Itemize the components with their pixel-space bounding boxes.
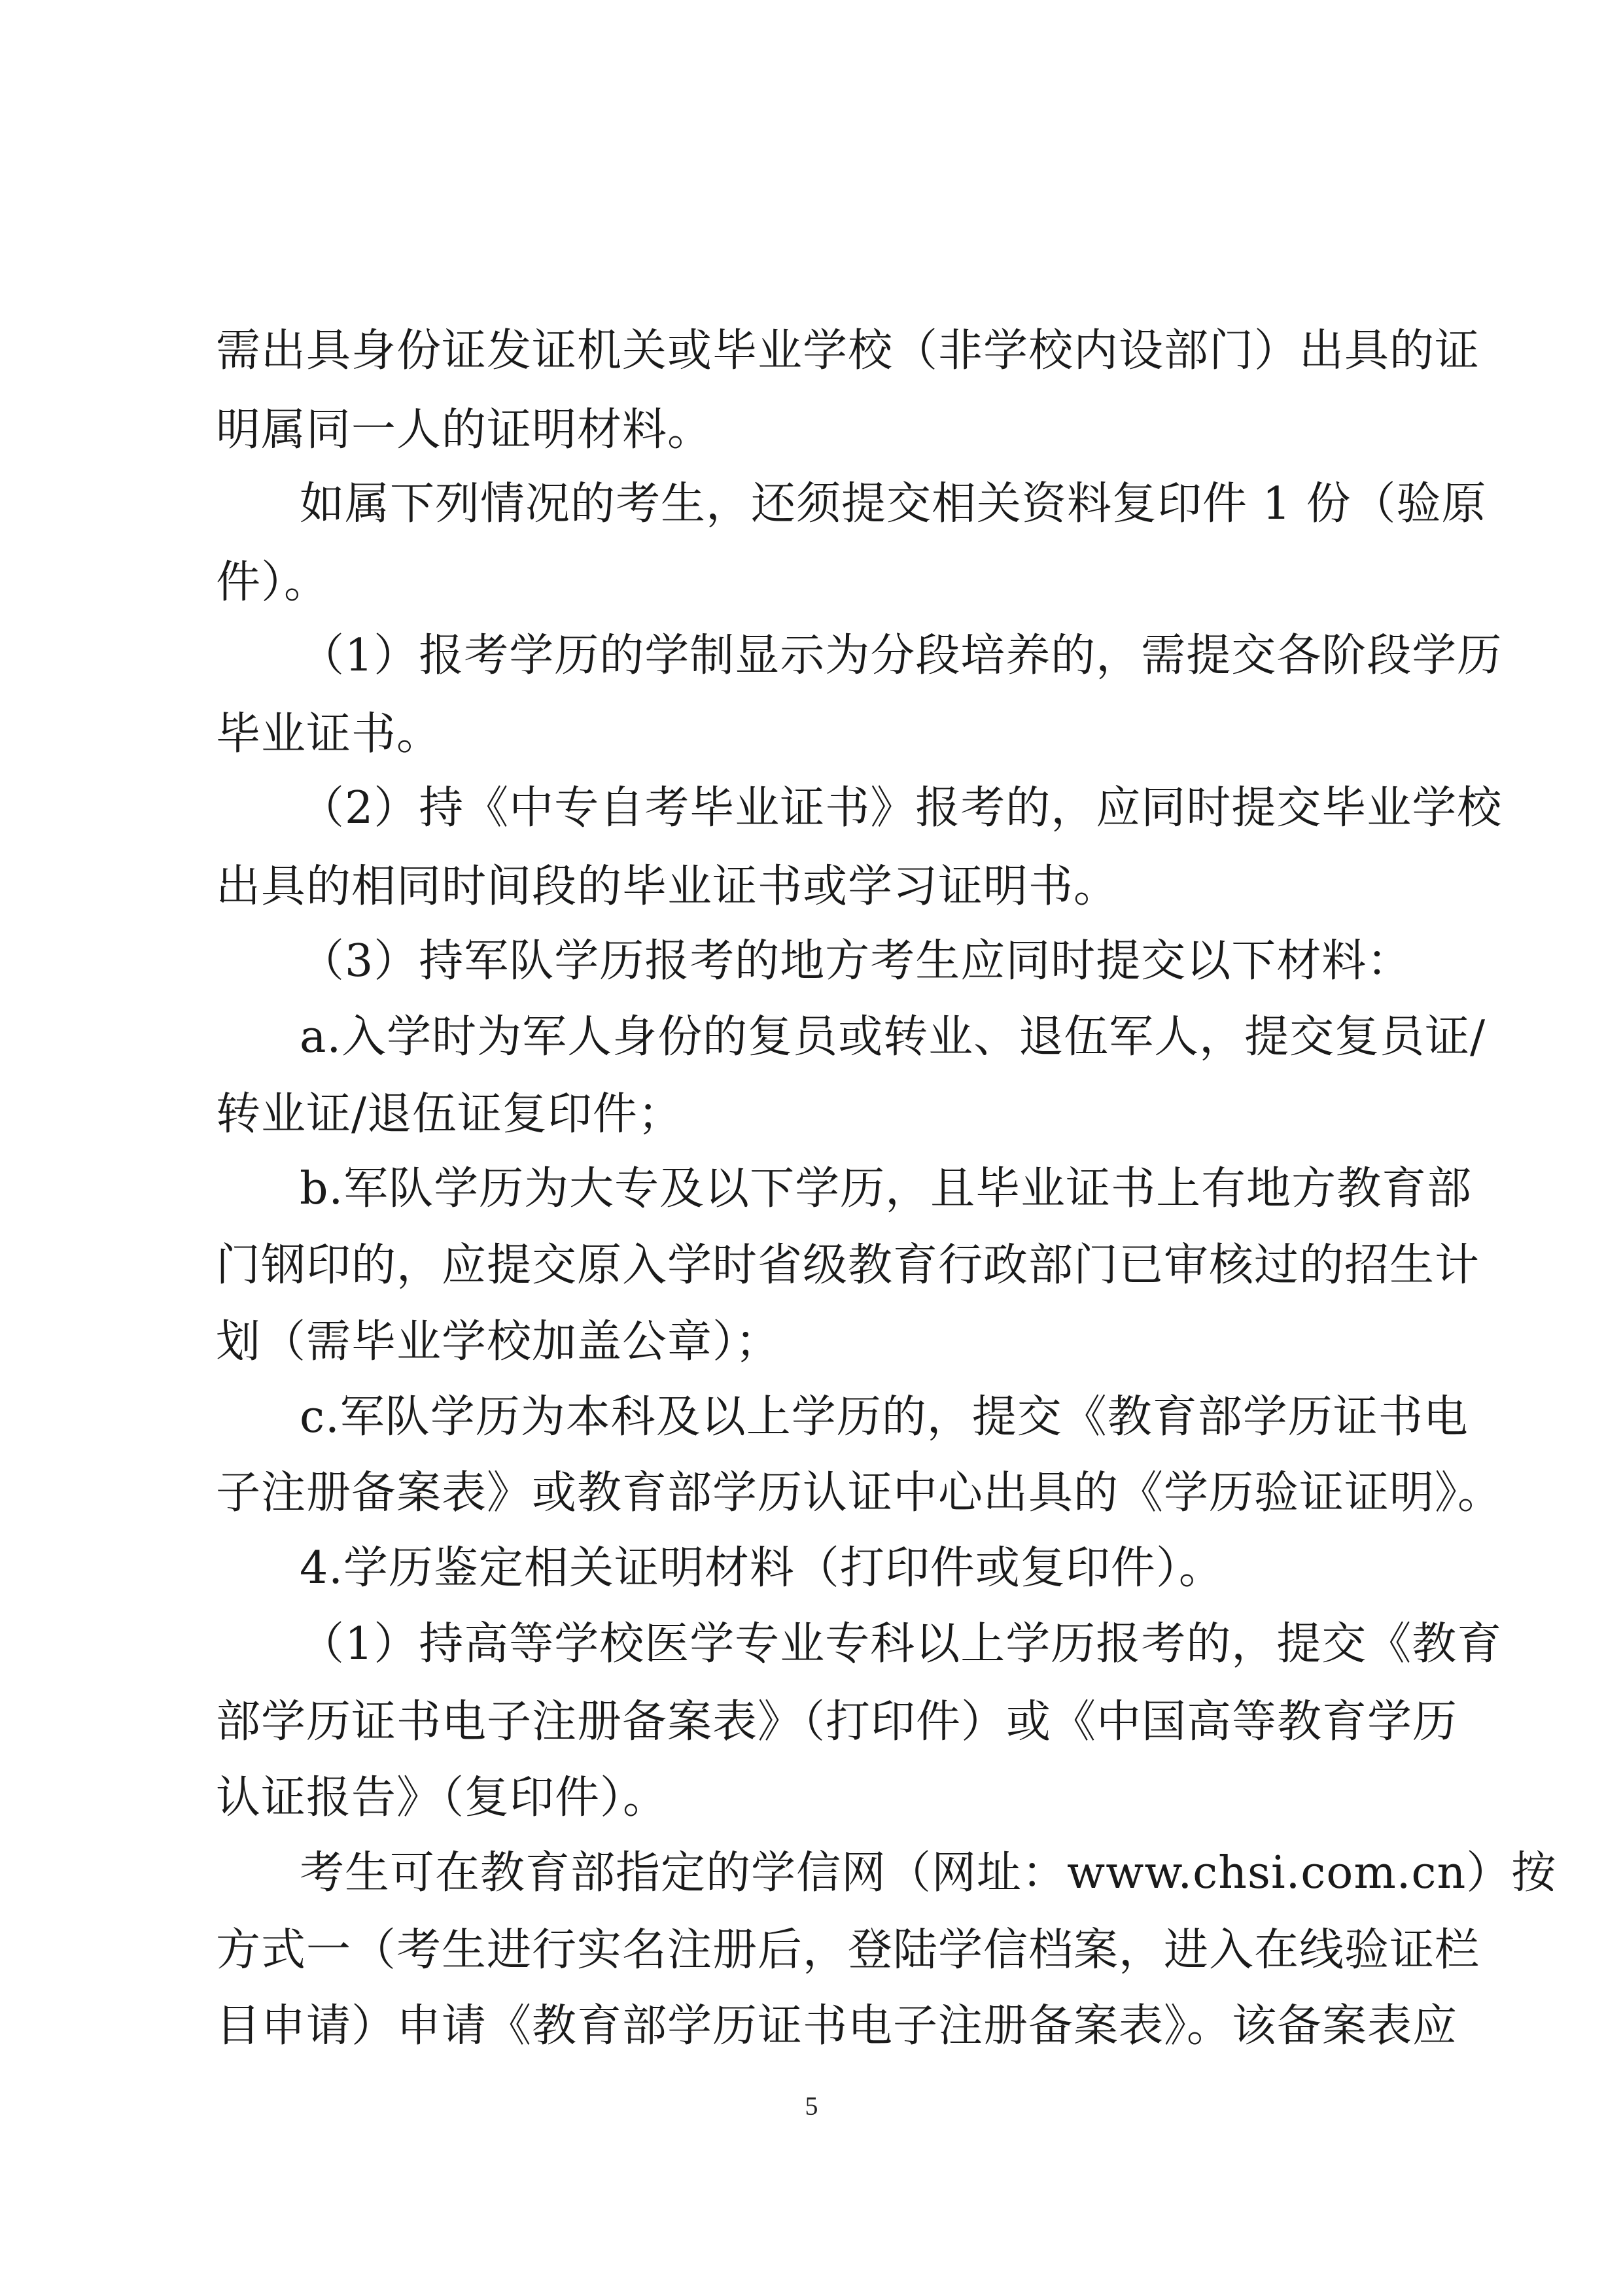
text-line: 转业证/退伍证复印件； (216, 1088, 683, 1140)
text-line: 划（需毕业学校加盖公章）； (216, 1316, 781, 1368)
text-line: 子注册备案表》或教育部学历认证中心出具的《学历验证证明》。 (216, 1467, 1503, 1519)
text-line: 目申请）申请《教育部学历证书电子注册备案表》。该备案表应 (216, 2000, 1458, 2052)
page-number: 5 (805, 2091, 818, 2121)
text-line: b.军队学历为大专及以下学历，且毕业证书上有地方教育部 (300, 1163, 1473, 1215)
text-line: c.军队学历为本科及以上学历的，提交《教育部学历证书电 (300, 1391, 1469, 1443)
text-line: 明属同一人的证明材料。 (216, 404, 713, 456)
text-line: （3）持军队学历报考的地方考生应同时提交以下材料： (300, 935, 1412, 987)
text-line: （2）持《中专自考毕业证书》报考的，应同时提交毕业学校 (300, 782, 1503, 834)
text-line: 4.学历鉴定相关证明材料（打印件或复印件）。 (300, 1542, 1224, 1594)
text-line: 需出具身份证发证机关或毕业学校（非学校内设部门）出具的证 (216, 325, 1480, 377)
text-line: （1）报考学历的学制显示为分段培养的，需提交各阶段学历 (300, 630, 1503, 682)
text-line: 件）。 (216, 557, 330, 608)
text-line: 部学历证书电子注册备案表》（打印件）或《中国高等教育学历 (216, 1696, 1458, 1748)
text-line: 门钢印的，应提交原入学时省级教育行政部门已审核过的招生计 (216, 1240, 1480, 1291)
text-line: 毕业证书。 (216, 708, 442, 760)
text-line: 如属下列情况的考生，还须提交相关资料复印件 1 份（验原 (300, 478, 1487, 530)
text-line: 出具的相同时间段的毕业证书或学习证明书。 (216, 861, 1119, 913)
text-line: （1）持高等学校医学专业专科以上学历报考的，提交《教育 (300, 1618, 1503, 1670)
text-line: 认证报告》（复印件）。 (216, 1772, 669, 1824)
text-line: 方式一（考生进行实名注册后，登陆学信档案，进入在线验证栏 (216, 1924, 1480, 1976)
text-line: 考生可在教育部指定的学信网（网址：www.chsi.com.cn）按 (300, 1847, 1557, 1899)
text-line: a.入学时为军人身份的复员或转业、退伍军人，提交复员证/ (300, 1011, 1486, 1063)
